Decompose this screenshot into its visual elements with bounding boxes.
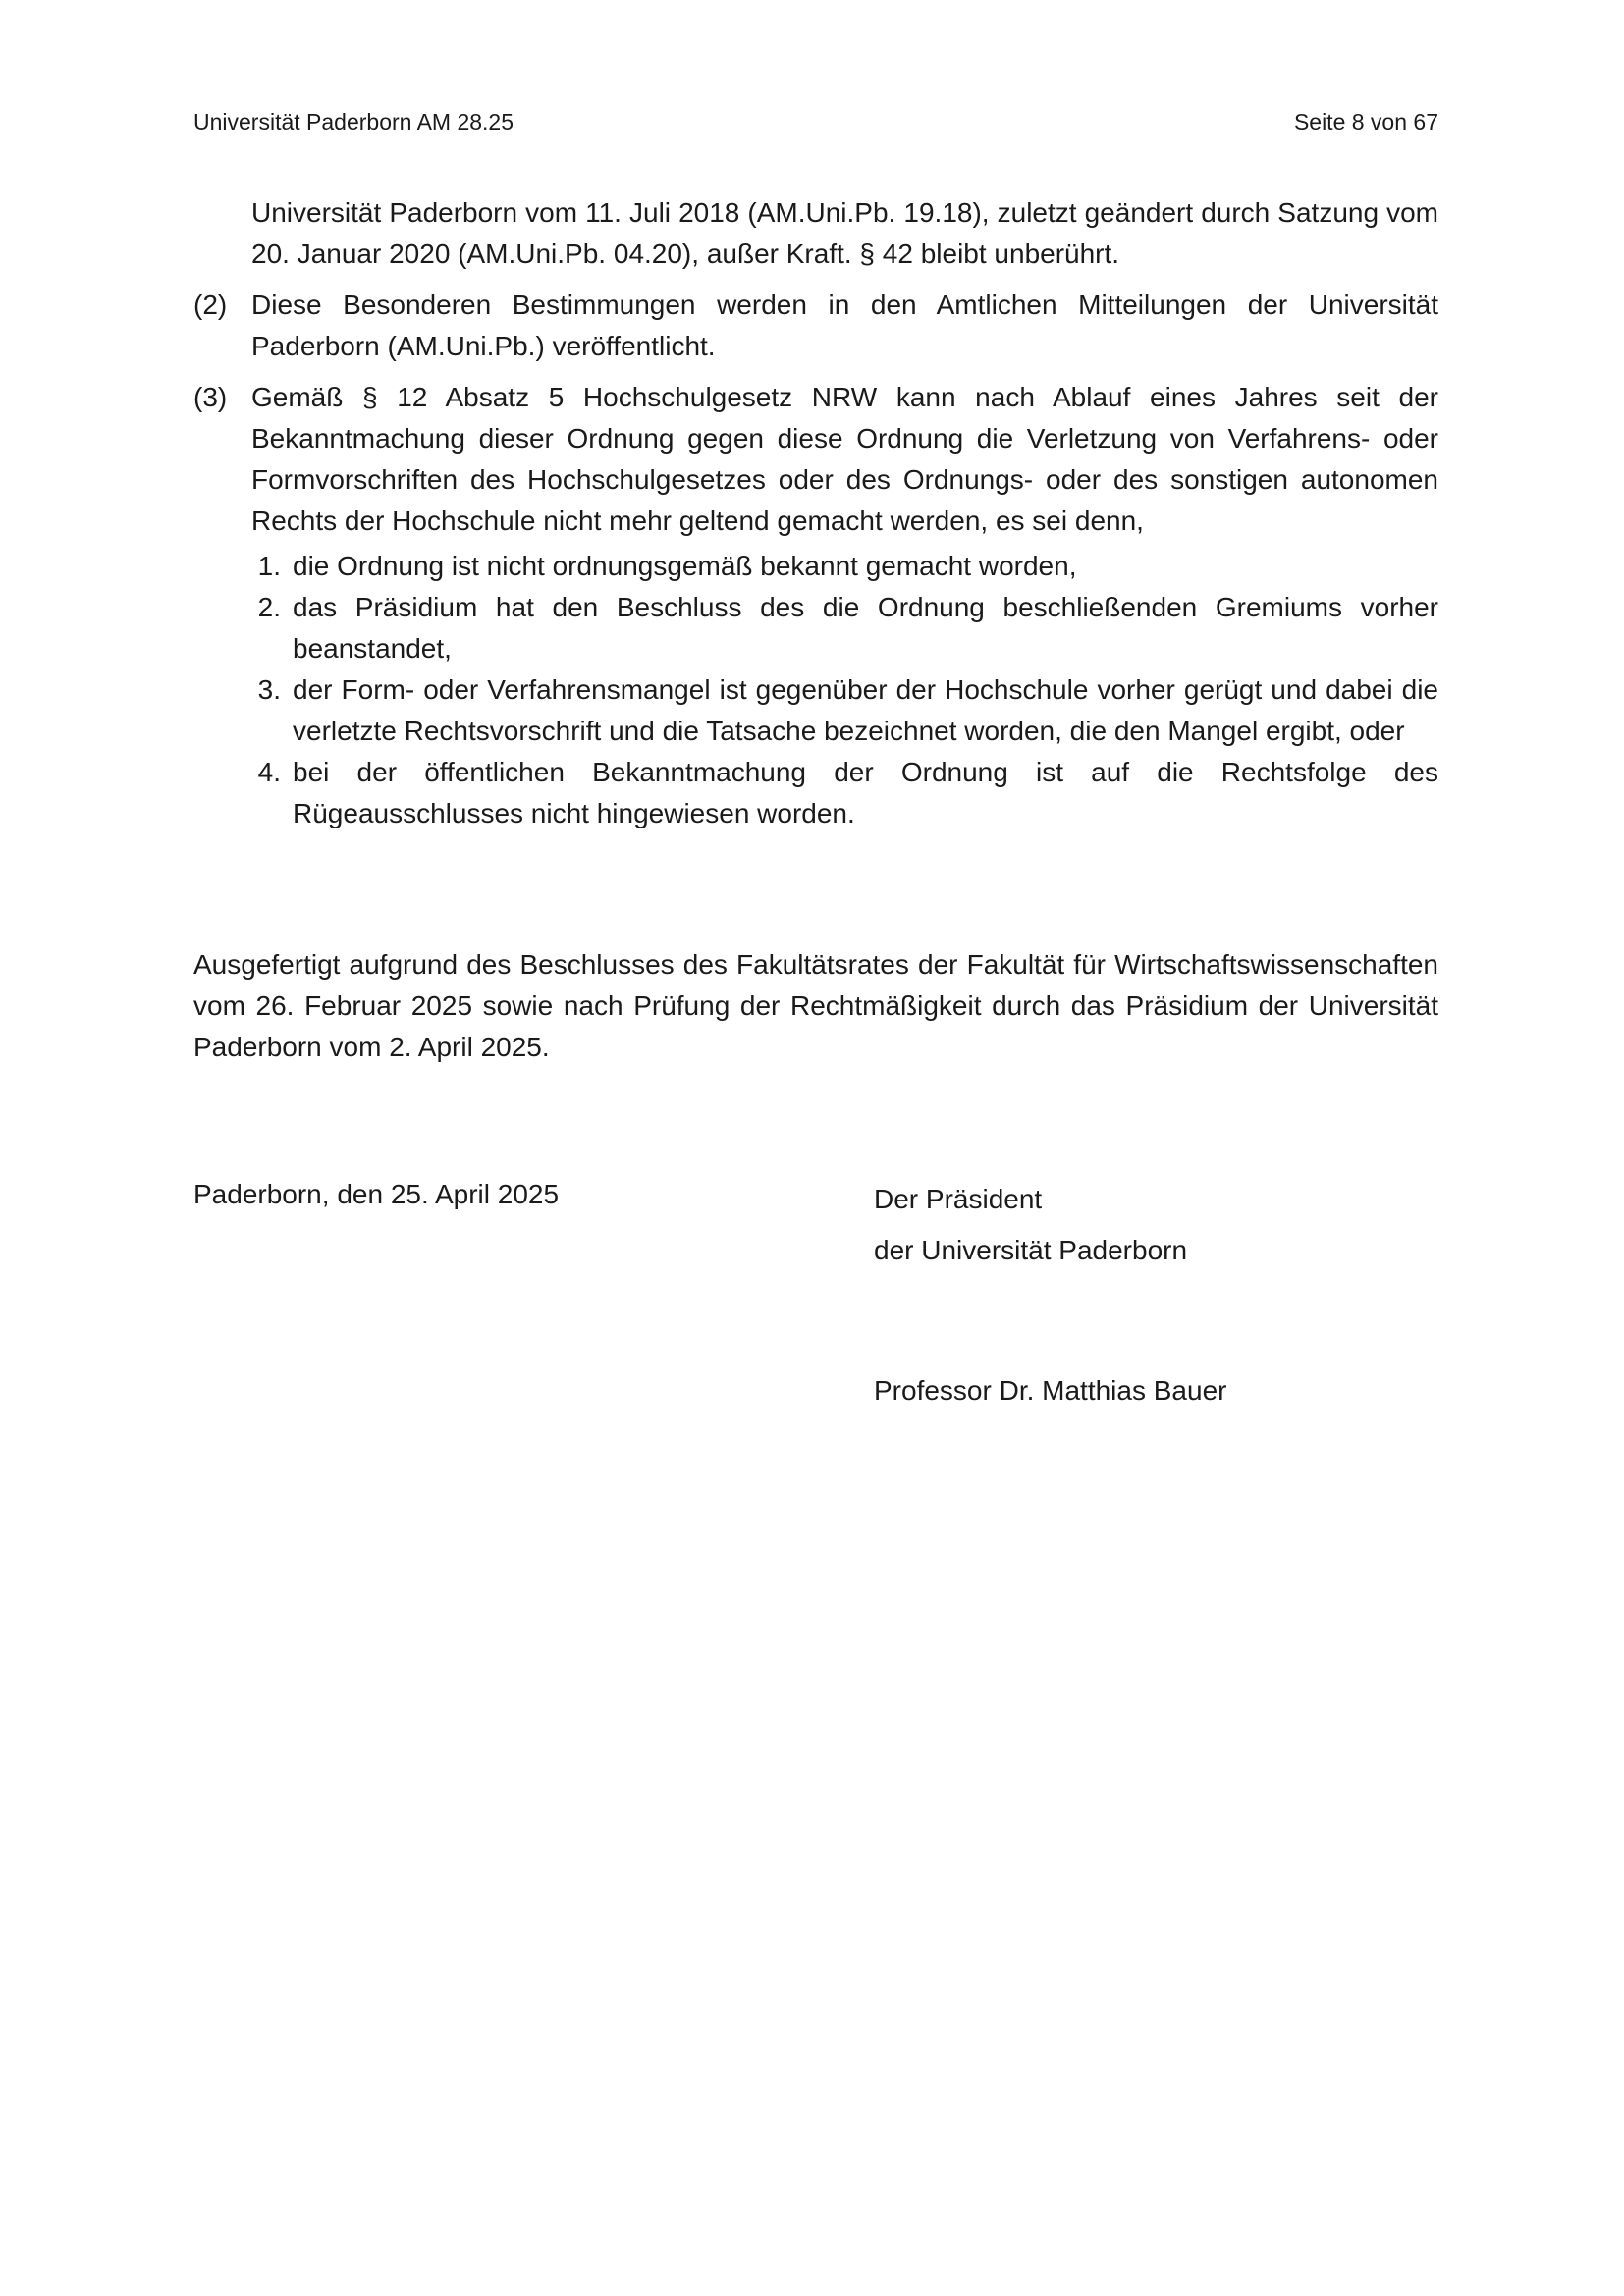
paragraph-text: Diese Besonderen Bestimmungen werden in den Amtlichen Mitteilungen der Universität Paderborn (AM.Uni.Pb.) veröffentlicht. — [251, 290, 1438, 361]
paragraph-number: (3) — [193, 382, 228, 412]
list-item-number: 3. — [257, 674, 281, 705]
header-page-number: Seite 8 von 67 — [1293, 109, 1438, 134]
list-item — [251, 752, 1438, 834]
list-item — [251, 669, 1438, 752]
document-body — [193, 192, 1438, 834]
header-document-id: Universität Paderborn AM 28.25 — [193, 109, 514, 134]
signer-name: Professor Dr. Matthias Bauer — [874, 1375, 1227, 1406]
place-and-date: Paderborn, den 25. April 2025 — [193, 1179, 560, 1209]
list-item — [251, 587, 1438, 669]
exception-list — [251, 546, 1438, 834]
list-item-number: 1. — [257, 551, 281, 581]
signature-institution: der Universität Paderborn — [874, 1235, 1188, 1265]
paragraph-text: Gemäß § 12 Absatz 5 Hochschulgesetz NRW kann nach Ablauf eines Jahres seit der Bekanntmachung dieser Ordnung gegen diese Ordnung die Verletzung von Verfahrens- oder Formvorschriften des Hochschulgesetzes oder des Ordnungs- oder des sonstigen autonomen Rechts der Hochschule nicht mehr geltend gemacht werden, es sei denn, — [251, 382, 1438, 536]
page-header — [193, 102, 1438, 141]
list-item-number: 2. — [257, 592, 281, 622]
issuance-statement: Ausgefertigt aufgrund des Beschlusses des Fakultätsrates der Fakultät für Wirtschaftswissenschaften vom 26. Februar 2025 sowie nach Prüfung der Rechtmäßigkeit durch das Präsidium der Universität Paderborn vom 2. April 2025. — [193, 949, 1438, 1062]
paragraph-number: (2) — [193, 290, 228, 320]
list-item-number: 4. — [257, 757, 281, 787]
paragraph-3 — [193, 377, 1438, 542]
continuation-paragraph: Universität Paderborn vom 11. Juli 2018 (AM.Uni.Pb. 19.18), zuletzt geändert durch Satzung vom 20. Januar 2020 (AM.Uni.Pb. 04.20), außer Kraft. § 42 bleibt unberührt. — [251, 197, 1438, 269]
list-item-text: das Präsidium hat den Beschluss des die Ordnung beschließenden Gremiums vorher beanstandet, — [293, 592, 1438, 664]
paragraph-2 — [193, 285, 1438, 367]
list-item-text: bei der öffentlichen Bekanntmachung der Ordnung ist auf die Rechtsfolge des Rügeausschlusses nicht hingewiesen worden. — [293, 757, 1438, 828]
list-item-text: der Form- oder Verfahrensmangel ist gegenüber der Hochschule vorher gerügt und dabei die verletzte Rechtsvorschrift und die Tatsache bezeichnet worden, die den Mangel ergibt, oder — [293, 674, 1438, 746]
list-item-text: die Ordnung ist nicht ordnungsgemäß bekannt gemacht worden, — [293, 551, 1077, 581]
signature-title-block — [874, 1174, 1187, 1276]
signature-title: Der Präsident — [874, 1184, 1043, 1214]
list-item — [251, 546, 1438, 587]
